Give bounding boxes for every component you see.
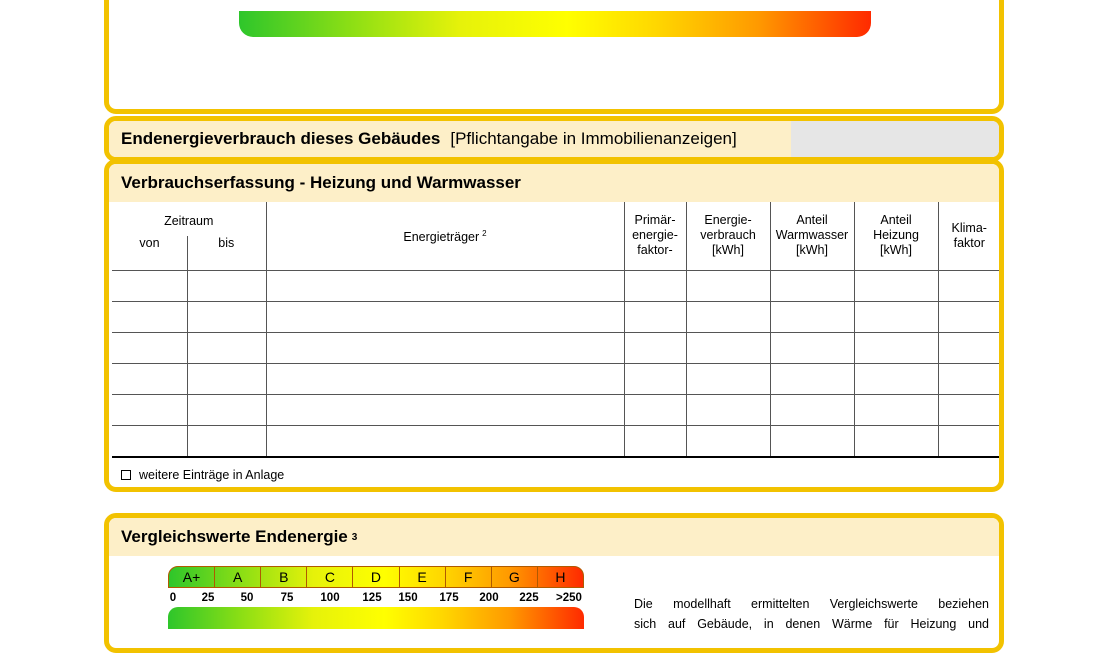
more-entries-checkbox[interactable] [121,470,131,480]
scale-tick-label: 225 [519,592,539,604]
consumption-table [112,202,1000,458]
more-entries-checkbox-row[interactable] [121,468,284,482]
table-cell[interactable] [112,332,187,363]
col-von: von [139,236,160,250]
table-row [112,270,1000,301]
end-energy-title: Endenergieverbrauch dieses Gebäudes [121,129,441,148]
comparison-header [109,518,999,556]
table-cell[interactable] [266,301,624,332]
efficiency-class-scale [168,566,584,588]
efficiency-class-label: E [400,567,446,587]
consumption-header [109,164,999,202]
col-zeitraum: Zeitraum [164,214,214,228]
scale-tick-label: 0 [169,592,177,604]
table-cell[interactable] [112,301,187,332]
table-cell[interactable] [938,363,1000,394]
table-cell[interactable] [770,301,854,332]
table-cell[interactable] [854,394,938,425]
col-primaerenergiefaktor: Primär- energie- faktor- [624,202,686,270]
table-cell[interactable] [854,270,938,301]
table-cell[interactable] [266,363,624,394]
efficiency-class-label: A [215,567,261,587]
table-cell[interactable] [854,301,938,332]
more-entries-label: weitere Einträge in Anlage [139,468,285,482]
end-energy-note: [Pflichtangabe in Immobilienanzeigen] [450,129,737,148]
table-cell[interactable] [938,394,1000,425]
table-cell[interactable] [770,363,854,394]
scale-tick-label: 150 [398,592,418,604]
end-energy-box [104,116,1004,162]
scale-tick-label: 125 [362,592,382,604]
consumption-title: Verbrauchserfassung - Heizung und Warmwasser [121,173,521,192]
scale-tick-label: 100 [320,592,340,604]
col-energietraeger: Energieträger $^2$ [266,202,624,270]
table-cell[interactable] [187,394,266,425]
table-cell[interactable] [854,332,938,363]
table-cell[interactable] [624,301,686,332]
table-cell[interactable] [112,363,187,394]
col-bis: bis [218,236,235,250]
table-cell[interactable] [112,425,187,457]
energy-scale-bar-top [239,11,871,37]
end-energy-value-field[interactable] [791,121,999,157]
efficiency-class-label: B [261,567,307,587]
table-cell[interactable] [770,332,854,363]
table-cell[interactable] [686,332,770,363]
table-cell[interactable] [686,363,770,394]
table-cell[interactable] [624,270,686,301]
col-anteil-warmwasser: Anteil Warmwasser [kWh] [770,202,854,270]
table-cell[interactable] [686,394,770,425]
table-cell[interactable] [686,425,770,457]
scale-tick-label: 25 [201,592,215,604]
table-cell[interactable] [938,270,1000,301]
energy-scale-bar-bottom [168,607,584,629]
scale-tick-label: >250 [556,592,582,604]
table-row [112,394,1000,425]
comparison-title: Vergleichswerte Endenergie [121,527,348,546]
efficiency-class-label: D [353,567,399,587]
table-cell[interactable] [112,270,187,301]
table-cell[interactable] [266,270,624,301]
table-cell[interactable] [266,425,624,457]
col-klimafaktor: Klima- faktor [938,202,1000,270]
table-row [112,425,1000,457]
table-cell[interactable] [266,332,624,363]
col-anteil-heizung: Anteil Heizung [kWh] [854,202,938,270]
table-cell[interactable] [187,363,266,394]
table-row [112,363,1000,394]
efficiency-class-label: F [446,567,492,587]
table-cell[interactable] [624,394,686,425]
table-cell[interactable] [854,425,938,457]
table-cell[interactable] [187,332,266,363]
table-cell[interactable] [938,332,1000,363]
table-cell[interactable] [187,301,266,332]
comparison-paragraph: Die modellhaft ermittelten Vergleichswerte beziehen sich auf Gebäude, in denen Wärme für Heizung und [634,597,989,631]
scale-tick-label: 75 [280,592,294,604]
table-cell[interactable] [266,394,624,425]
table-cell[interactable] [624,363,686,394]
comparison-title-sup: 3 [351,531,358,543]
table-cell[interactable] [624,332,686,363]
table-cell[interactable] [112,394,187,425]
table-row [112,301,1000,332]
table-cell[interactable] [686,270,770,301]
table-cell[interactable] [770,425,854,457]
table-cell[interactable] [686,301,770,332]
table-cell[interactable] [938,425,1000,457]
table-cell[interactable] [770,394,854,425]
table-cell[interactable] [770,270,854,301]
table-cell[interactable] [187,425,266,457]
consumption-box [104,159,1004,492]
table-cell[interactable] [854,363,938,394]
scale-tick-label: 200 [479,592,499,604]
efficiency-class-label: H [555,569,566,585]
efficiency-class-label: A+ [169,567,215,587]
top-energy-box [104,0,1004,114]
efficiency-class-label: C [307,567,353,587]
scale-tick-label: 175 [439,592,459,604]
table-header-row [112,202,1000,270]
scale-tick-label: 50 [240,592,254,604]
table-row [112,332,1000,363]
table-cell[interactable] [187,270,266,301]
table-cell[interactable] [624,425,686,457]
col-energieverbrauch: Energie- verbrauch [kWh] [686,202,770,270]
efficiency-class-label: G [492,567,538,587]
table-cell[interactable] [938,301,1000,332]
